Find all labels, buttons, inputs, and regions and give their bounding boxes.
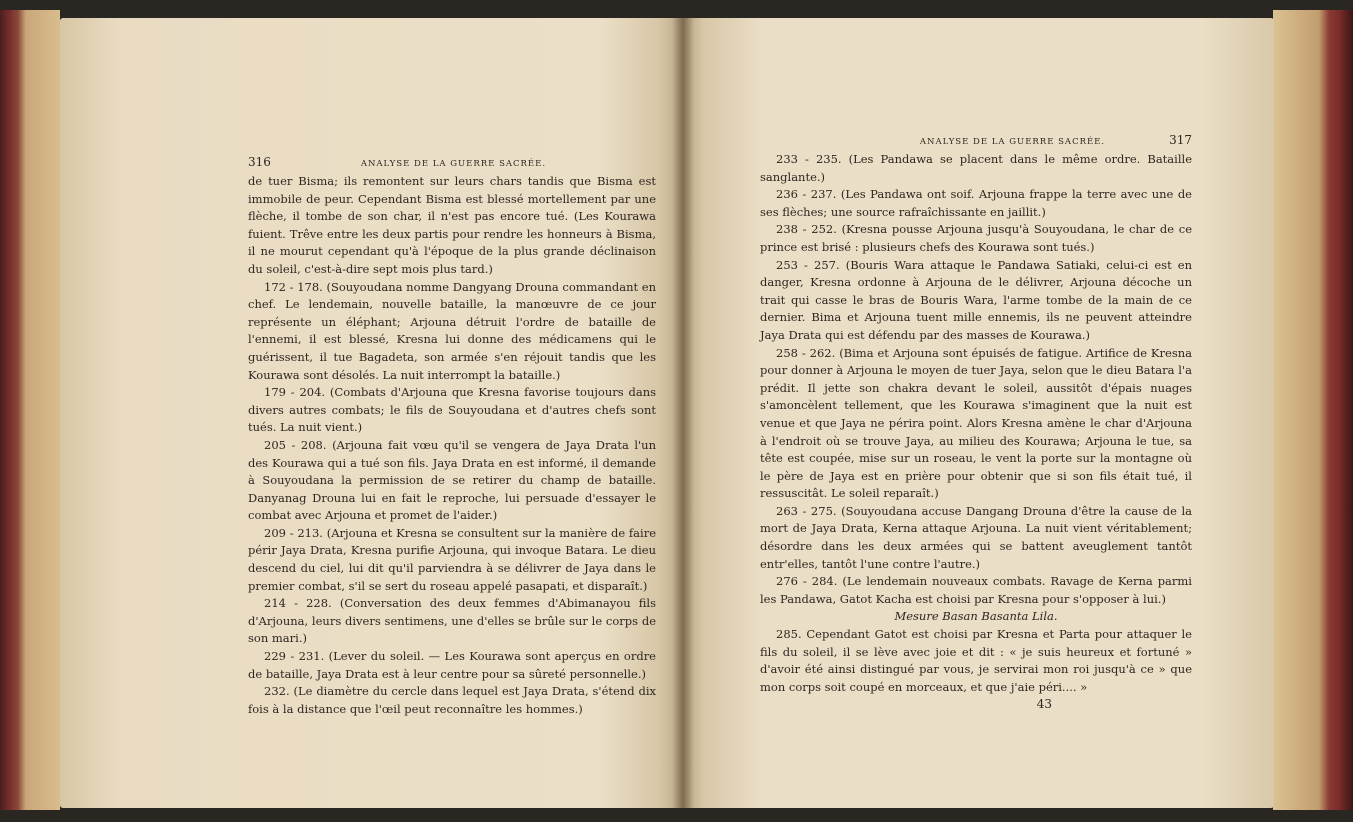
paragraph: 258 - 262. (Bima et Arjouna sont épuisés de fatigue. Artifice de Kresna pour donner à Arjouna le moyen de tuer Jaya, selon que le dieu Batara l'a prédit. Il jette son chakra devant le soleil, aussitôt d'épais nuages s'amoncèlent tellement, que les Kourawa s'imaginent que la nuit est venue et que Jaya ne périra point. Alors Kresna amène le char d'Arjouna à l'endroit où se trouve Jaya, au milieu des Kourawa; Arjouna le tue, sa tête est coupée, mise sur un roseau, le vent la porte sur la montagne où le père de Jaya est en prière pour obtenir que si son fils était tué, il ressuscitât. Le soleil reparaît.) <box>760 345 1192 501</box>
left-running-head: ANALYSE DE LA GUERRE SACRÉE. <box>360 159 547 169</box>
paragraph: 253 - 257. (Bouris Wara attaque le Pandawa Satiaki, celui-ci est en danger, Kresna ordonne à Arjouna de le délivrer, Arjouna décoche un trait qui casse le bras de Bouris Wara, l'arme tombe de la main de ce dernier. Bima et Arjouna tuent mille ennemis, ils ne peuvent atteindre Jaya Drata qui est défendu par des masses de Kourawa.) <box>760 257 1192 342</box>
meter-heading: Mesure Basan Basanta Lila. <box>894 609 1058 624</box>
paragraph: de tuer Bisma; ils remontent sur leurs chars tandis que Bisma est immobile de peur. Cependant Bisma est blessé mortellement par une flèche, il tombe de son char, il n'est pas encore tué. (Les Kourawa fuient. Trêve entre les deux partis pour rendre les honneurs à Bisma, il ne mourut cependant qu'à l'époque de la plus grande déclinaison du soleil, c'est-à-dire sept mois plus tard.) <box>248 174 656 276</box>
right-page-header <box>760 132 1192 150</box>
paragraph: 238 - 252. (Kresna pousse Arjouna jusqu'à Souyoudana, le char de ce prince est brisé : plusieurs chefs des Kourawa sont tués.) <box>760 222 1192 254</box>
left-page-header <box>248 154 656 172</box>
paragraph: 172 - 178. (Souyoudana nomme Dangyang Drouna commandant en chef. Le lendemain, nouvelle bataille, la manœuvre de ce jour représente un éléphant; Arjouna détruit l'ordre de bataille de l'ennemi, il est blessé, Kresna lui donne des médicamens qui le guérissent, il tue Bagadeta, son armée s'en réjouit tandis que les Kourawa sont désolés. La nuit interrompt la bataille.) <box>248 279 656 382</box>
paragraph: 214 - 228. (Conversation des deux femmes d'Abimanayou fils d'Arjouna, leurs divers sentimens, une d'elles se brûle sur le corps de son mari.) <box>248 596 656 646</box>
paragraph: 263 - 275. (Souyoudana accuse Dangang Drouna d'être la cause de la mort de Jaya Drata, Kerna attaque Arjouna. La nuit vient véritablement; désordre dans les deux armées qui se battent aveuglement tantôt entr'elles, tantôt l'une contre l'autre.) <box>760 503 1192 571</box>
paragraph: 285. Cependant Gatot est choisi par Kresna et Parta pour attaquer le fils du soleil, il se lève avec joie et dit : « je suis heureux et fortuné » d'avoir été ainsi distingué par vous, je servirai mon roi jusqu'à ce » que mon corps soit coupé en morceaux, et que j'aie péri.... » <box>760 627 1192 694</box>
right-text-column <box>760 132 1192 712</box>
right-running-head: ANALYSE DE LA GUERRE SACRÉE. <box>919 137 1106 147</box>
paragraph: 233 - 235. (Les Pandawa se placent dans le même ordre. Bataille sanglante.) <box>760 152 1192 184</box>
left-book-edge <box>0 10 60 810</box>
left-page-number: 316 <box>248 155 271 169</box>
paragraph: 179 - 204. (Combats d'Arjouna que Kresna favorise toujours dans divers autres combats; le fils de Souyoudana et d'autres chefs sont tués. La nuit vient.) <box>248 385 656 435</box>
paragraph: 232. (Le diamètre du cercle dans lequel est Jaya Drata, s'étend dix fois à la distance que l'œil peut reconnaître les hommes.) <box>248 684 656 716</box>
right-page-number: 317 <box>1169 133 1192 147</box>
book-gutter <box>672 18 694 808</box>
paragraph: 229 - 231. (Lever du soleil. — Les Kourawa sont aperçus en ordre de bataille, Jaya Drata est à leur centre pour sa sûreté personnelle.) <box>248 649 656 681</box>
paragraph: 236 - 237. (Les Pandawa ont soif. Arjouna frappe la terre avec une de ses flèches; une source rafraîchissante en jaillit.) <box>760 187 1192 219</box>
paragraph: 276 - 284. (Le lendemain nouveaux combats. Ravage de Kerna parmi les Pandawa, Gatot Kacha est choisi par Kresna pour s'opposer à lui.) <box>760 574 1192 606</box>
paragraph: 205 - 208. (Arjouna fait vœu qu'il se vengera de Jaya Drata l'un des Kourawa qui a tué son fils. Jaya Drata en est informé, il demande à Souyoudana la permission de se retirer du champ de bataille. Danyanag Drouna lui en fait le reproche, lui persuade d'essayer le combat avec Arjouna et promet de l'aider.) <box>248 437 656 523</box>
paragraph: 209 - 213. (Arjouna et Kresna se consultent sur la manière de faire périr Jaya Drata, Kresna purifie Arjouna, qui invoque Batara. Le dieu descend du ciel, lui dit qu'il parviendra à se délivrer de Jaya dans le premier combat, s'il se sert du roseau appelé pasapati, et disparaît.) <box>248 525 656 593</box>
left-text-column <box>248 154 656 718</box>
right-book-edge <box>1273 10 1353 810</box>
signature-mark: 43 <box>1036 697 1052 712</box>
